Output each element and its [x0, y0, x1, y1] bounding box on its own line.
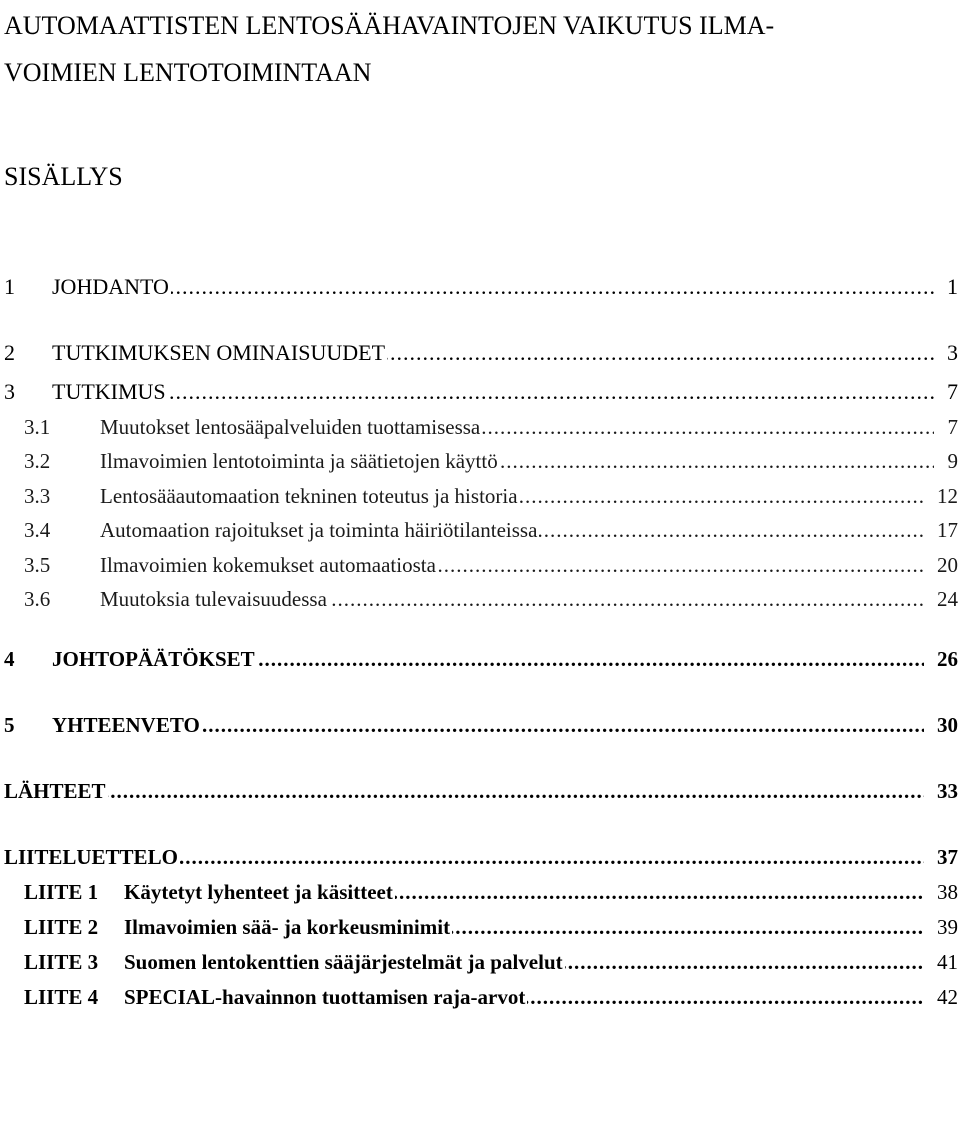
toc-entry-number: 4 — [4, 647, 15, 671]
document-title-line-1: AUTOMAATTISTEN LENTOSÄÄHAVAINTOJEN VAIKUTUS ILMA- — [4, 11, 775, 40]
toc-entry-page: 7 — [947, 379, 958, 404]
toc-entry-label: Ilmavoimien sää- ja korkeusminimit — [124, 915, 451, 939]
toc-entry-page: 41 — [937, 950, 958, 974]
toc-entry-page: 33 — [937, 779, 958, 803]
toc-entry-number: 3.4 — [24, 518, 51, 542]
toc-entry-page: 42 — [937, 985, 958, 1009]
toc-entry-johtopaatokset[interactable] — [0, 640, 960, 672]
toc-entry-number: 1 — [4, 274, 15, 299]
toc-entry-page: 9 — [947, 449, 958, 473]
toc-entry-label: LIITELUETTELO — [4, 845, 178, 869]
toc-entry-page: 3 — [947, 340, 958, 365]
toc-entry-page: 39 — [937, 915, 958, 939]
toc-entry-liite-3[interactable] — [0, 943, 960, 975]
toc-entry-3-3[interactable] — [0, 477, 960, 509]
toc-entry-tutkimuksen-ominaisuudet[interactable] — [0, 334, 960, 366]
toc-entry-number: LIITE 4 — [24, 985, 99, 1009]
toc-entry-page: 17 — [937, 518, 958, 542]
toc-entry-page: 26 — [937, 647, 958, 671]
toc-entry-number: 3.2 — [24, 449, 51, 473]
toc-entry-page: 20 — [937, 553, 958, 577]
toc-entry-johdanto[interactable] — [0, 268, 960, 300]
toc-entry-yhteenveto[interactable] — [0, 706, 960, 738]
toc-entry-page: 30 — [937, 713, 958, 737]
toc-entry-page: 1 — [947, 274, 958, 299]
toc-entry-label: JOHTOPÄÄTÖKSET — [52, 647, 255, 671]
toc-entry-3-4[interactable] — [0, 511, 960, 543]
toc-entry-page: 12 — [937, 484, 958, 508]
toc-entry-tutkimus[interactable] — [0, 373, 960, 405]
toc-entry-number: LIITE 1 — [24, 880, 99, 904]
toc-entry-number: 3.3 — [24, 484, 51, 508]
toc-entry-label: Käytetyt lyhenteet ja käsitteet — [124, 880, 393, 904]
toc-leader-dots — [52, 379, 934, 405]
toc-leader-dots — [4, 778, 924, 804]
toc-entry-3-5[interactable] — [0, 546, 960, 578]
toc-entry-number: 3.1 — [24, 415, 51, 439]
toc-entry-page: 37 — [937, 845, 958, 869]
toc-entry-liite-2[interactable] — [0, 908, 960, 940]
toc-entry-label: TUTKIMUS — [52, 379, 166, 404]
toc-entry-label: Lentosääautomaation tekninen toteutus ja historia — [100, 484, 518, 508]
toc-entry-liite-4[interactable] — [0, 978, 960, 1010]
toc-entry-label: Muutokset lentosääpalveluiden tuottamisessa — [100, 415, 481, 439]
toc-entry-label: Muutoksia tulevaisuudessa — [100, 587, 327, 611]
toc-entry-label: Ilmavoimien kokemukset automaatiosta — [100, 553, 436, 577]
toc-heading: SISÄLLYS — [4, 162, 123, 191]
toc-entry-label: Suomen lentokenttien sääjärjestelmät ja palvelut — [124, 950, 563, 974]
toc-entry-label: LÄHTEET — [4, 779, 106, 803]
toc-entry-page: 38 — [937, 880, 958, 904]
toc-entry-number: 3.6 — [24, 587, 51, 611]
toc-entry-number: 3.5 — [24, 553, 51, 577]
toc-entry-label: SPECIAL-havainnon tuottamisen raja-arvot — [124, 985, 526, 1009]
document-title-line-2: VOIMIEN LENTOTOIMINTAAN — [4, 58, 372, 87]
toc-entry-3-2[interactable] — [0, 442, 960, 474]
toc-entry-label: JOHDANTO — [52, 274, 169, 299]
toc-entry-number: 2 — [4, 340, 15, 365]
toc-entry-3-6[interactable] — [0, 580, 960, 612]
toc-entry-liite-1[interactable] — [0, 873, 960, 905]
toc-entry-3-1[interactable] — [0, 408, 960, 440]
toc-entry-number: LIITE 2 — [24, 915, 99, 939]
toc-entry-number: 3 — [4, 379, 15, 404]
toc-entry-label: YHTEENVETO — [52, 713, 200, 737]
toc-entry-page: 7 — [947, 415, 958, 439]
toc-entry-page: 24 — [937, 587, 958, 611]
document-title — [4, 2, 934, 96]
toc-entry-lahteet[interactable] — [0, 772, 960, 804]
toc-entry-liiteluettelo[interactable] — [0, 838, 960, 870]
toc-entry-label: Ilmavoimien lentotoiminta ja säätietojen käyttö — [100, 449, 498, 473]
toc-entry-number: LIITE 3 — [24, 950, 99, 974]
toc-entry-label: TUTKIMUKSEN OMINAISUUDET — [52, 340, 386, 365]
toc-entry-label: Automaation rajoitukset ja toiminta häiriötilanteissa — [100, 518, 538, 542]
toc-entry-number: 5 — [4, 713, 15, 737]
toc-leader-dots — [52, 274, 934, 300]
